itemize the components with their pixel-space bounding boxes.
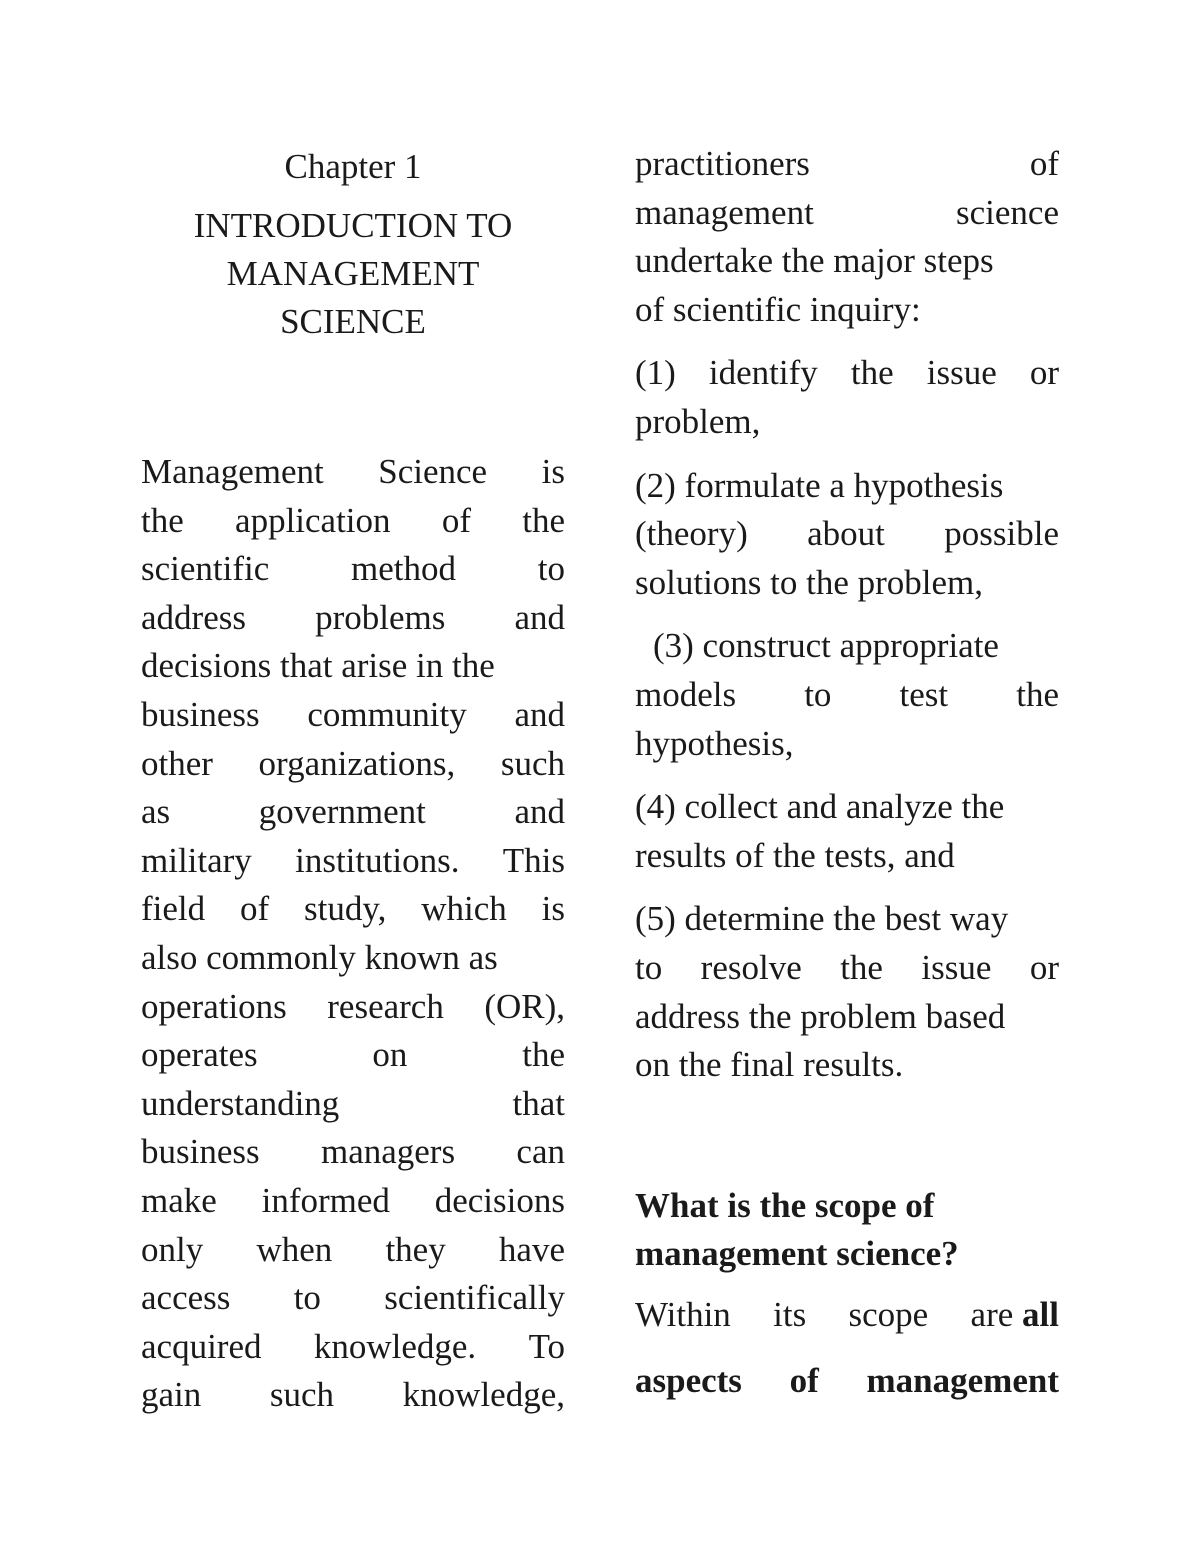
text-line: (5) determine the best way bbox=[635, 899, 1009, 939]
word: method bbox=[351, 549, 457, 589]
word: to bbox=[635, 947, 663, 987]
chapter-label: Chapter 1 bbox=[284, 147, 422, 186]
text-line: on the final results. bbox=[635, 1045, 904, 1085]
text-line bbox=[635, 510, 1059, 559]
word: (theory) bbox=[635, 514, 748, 554]
inquiry-intro-paragraph bbox=[635, 140, 1059, 334]
word: on bbox=[372, 1035, 408, 1075]
word: identify bbox=[708, 353, 818, 393]
word: can bbox=[516, 1132, 565, 1172]
scope-heading-line: What is the scope of bbox=[635, 1185, 935, 1225]
inquiry-step-1 bbox=[635, 349, 1059, 446]
word: they bbox=[385, 1229, 446, 1269]
word: when bbox=[256, 1229, 333, 1269]
text-line bbox=[141, 1177, 565, 1226]
text-line bbox=[141, 788, 565, 837]
word: community bbox=[307, 694, 467, 734]
word: (1) bbox=[635, 353, 676, 393]
word: understanding bbox=[141, 1083, 340, 1123]
word: address bbox=[141, 597, 246, 637]
right-column bbox=[635, 140, 1059, 1406]
text-line bbox=[141, 497, 565, 546]
word: decisions bbox=[434, 1180, 565, 1220]
bold-word: management bbox=[866, 1361, 1059, 1401]
text-line: problem, bbox=[635, 401, 761, 441]
scope-question-heading bbox=[635, 1182, 1059, 1279]
word: scope bbox=[848, 1294, 929, 1334]
bold-word: of bbox=[789, 1361, 819, 1401]
word: to bbox=[293, 1278, 321, 1318]
word: is bbox=[541, 889, 565, 929]
word: the bbox=[522, 500, 565, 540]
word: and bbox=[514, 694, 565, 734]
word: Science bbox=[378, 452, 488, 491]
word: application bbox=[235, 500, 391, 540]
text-line bbox=[141, 1371, 565, 1420]
scope-heading-line: management science? bbox=[635, 1234, 959, 1274]
word: practitioners bbox=[635, 144, 810, 183]
word: or bbox=[1029, 353, 1059, 393]
text-line: hypothesis, bbox=[635, 723, 794, 763]
word: organizations, bbox=[258, 743, 456, 783]
word: is bbox=[541, 452, 565, 491]
word: issue bbox=[926, 353, 997, 393]
text-line: of scientific inquiry: bbox=[635, 289, 921, 329]
word: Management bbox=[141, 452, 324, 491]
text-line bbox=[141, 983, 565, 1032]
text-line bbox=[141, 1128, 565, 1177]
word: access bbox=[141, 1278, 231, 1318]
text-line bbox=[635, 944, 1059, 993]
spacer bbox=[635, 1279, 1059, 1291]
text-line: address the problem based bbox=[635, 996, 1006, 1036]
text-line bbox=[141, 448, 565, 497]
word: issue bbox=[921, 947, 992, 987]
word: the bbox=[840, 947, 883, 987]
word: its bbox=[773, 1294, 807, 1334]
left-column bbox=[141, 140, 565, 1420]
text-line: (2) formulate a hypothesis bbox=[635, 465, 1004, 505]
word: military bbox=[141, 840, 252, 880]
word: resolve bbox=[700, 947, 802, 987]
text-line: undertake the major steps bbox=[635, 241, 994, 281]
text-line bbox=[141, 1323, 565, 1372]
text-line: also commonly known as bbox=[141, 937, 498, 977]
word: models bbox=[635, 674, 737, 714]
chapter-title bbox=[141, 202, 565, 346]
text-line bbox=[141, 837, 565, 886]
chapter-title-line: SCIENCE bbox=[280, 302, 426, 341]
word-group bbox=[971, 1291, 1059, 1340]
word: about bbox=[807, 514, 885, 554]
word: management bbox=[635, 192, 814, 232]
text-line bbox=[141, 1080, 565, 1129]
text-line bbox=[141, 1226, 565, 1275]
word: such bbox=[500, 743, 565, 783]
text-line: (4) collect and analyze the bbox=[635, 787, 1005, 827]
word: informed bbox=[261, 1180, 390, 1220]
scope-paragraph-line bbox=[635, 1291, 1059, 1340]
word: problems bbox=[315, 597, 446, 637]
word: possible bbox=[944, 514, 1059, 554]
word: scientifically bbox=[384, 1278, 565, 1318]
word: To bbox=[528, 1326, 565, 1366]
text-line: decisions that arise in the bbox=[141, 646, 495, 686]
word: have bbox=[498, 1229, 565, 1269]
bold-word: all bbox=[1022, 1294, 1059, 1334]
chapter-title-line: MANAGEMENT bbox=[226, 254, 480, 293]
word: operates bbox=[141, 1035, 258, 1075]
text-line bbox=[635, 189, 1059, 238]
word: This bbox=[502, 840, 565, 880]
word: field bbox=[141, 889, 206, 929]
word: or bbox=[1029, 947, 1059, 987]
text-line bbox=[141, 885, 565, 934]
text-line bbox=[141, 1031, 565, 1080]
text-line: solutions to the problem, bbox=[635, 562, 984, 602]
text-line: (3) construct appropriate bbox=[653, 626, 999, 666]
word: to bbox=[804, 674, 832, 714]
spacer bbox=[635, 1105, 1059, 1182]
word: to bbox=[537, 549, 565, 589]
chapter-title-line: INTRODUCTION TO bbox=[193, 206, 513, 245]
word: gain bbox=[141, 1375, 202, 1415]
word: study, bbox=[304, 889, 387, 929]
word: the bbox=[850, 353, 894, 393]
word: and bbox=[514, 792, 565, 832]
word: the bbox=[1016, 674, 1059, 714]
word: the bbox=[141, 500, 184, 540]
word: of bbox=[1029, 144, 1059, 183]
text-line: results of the tests, and bbox=[635, 835, 955, 875]
text-line bbox=[141, 594, 565, 643]
word: the bbox=[522, 1035, 565, 1075]
inquiry-step-3 bbox=[635, 622, 1059, 768]
word: only bbox=[141, 1229, 204, 1269]
text-line bbox=[141, 740, 565, 789]
bold-word: aspects bbox=[635, 1361, 742, 1401]
word: as bbox=[141, 792, 171, 832]
word: Within bbox=[635, 1294, 731, 1334]
word: which bbox=[421, 889, 507, 929]
word: make bbox=[141, 1180, 217, 1220]
text-line bbox=[141, 1274, 565, 1323]
text-line bbox=[141, 545, 565, 594]
word: business bbox=[141, 1132, 260, 1172]
inquiry-steps bbox=[635, 349, 1059, 1089]
word: scientific bbox=[141, 549, 270, 589]
word: and bbox=[514, 597, 565, 637]
text-line bbox=[635, 140, 1059, 189]
word: business bbox=[141, 694, 260, 734]
word: are bbox=[970, 1294, 1014, 1334]
text-line bbox=[635, 349, 1059, 398]
text-line bbox=[635, 671, 1059, 720]
word: research bbox=[327, 986, 444, 1026]
word: of bbox=[441, 500, 471, 540]
word: such bbox=[269, 1375, 335, 1415]
inquiry-step-4 bbox=[635, 783, 1059, 880]
intro-paragraph bbox=[141, 448, 565, 1420]
word: operations bbox=[141, 986, 287, 1026]
word: managers bbox=[320, 1132, 456, 1172]
word: of bbox=[240, 889, 270, 929]
text-line bbox=[141, 691, 565, 740]
word: institutions. bbox=[295, 840, 460, 880]
word: test bbox=[899, 674, 949, 714]
inquiry-step-2 bbox=[635, 462, 1059, 608]
word: knowledge. bbox=[313, 1326, 477, 1366]
inquiry-step-5 bbox=[635, 895, 1059, 1089]
scope-paragraph-line bbox=[635, 1357, 1059, 1406]
spacer bbox=[635, 1339, 1059, 1357]
word: (OR), bbox=[484, 986, 565, 1026]
word: science bbox=[956, 192, 1059, 232]
word: other bbox=[141, 743, 213, 783]
word: knowledge, bbox=[402, 1375, 565, 1415]
word: government bbox=[258, 792, 426, 832]
word: that bbox=[512, 1083, 565, 1123]
word: acquired bbox=[141, 1326, 262, 1366]
